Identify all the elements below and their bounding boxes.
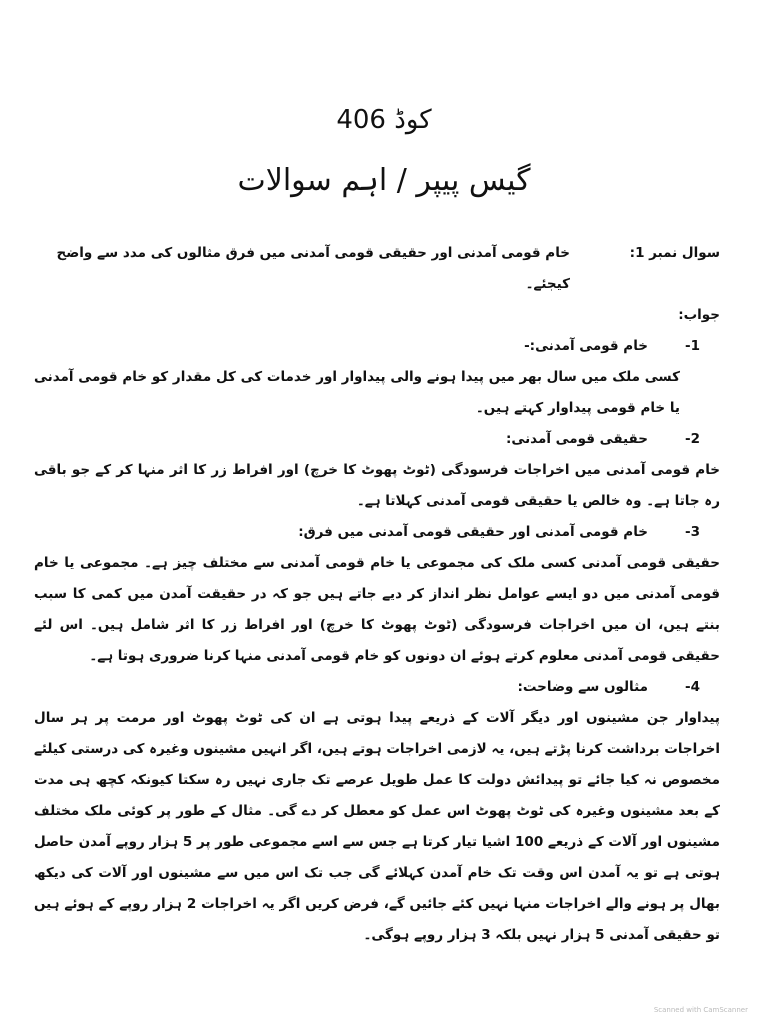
section-paragraph: کسی ملک میں سال بھر میں پیدا ہونے والی پیداوار اور خدمات کی کل مقدار کو خام قومی آمدنی یا خام قومی پیداوار کہتے ہیں۔ bbox=[34, 369, 680, 416]
section-number: -1 bbox=[685, 338, 700, 354]
section-heading-text: خام قومی آمدنی اور حقیقی قومی آمدنی میں فرق: bbox=[298, 524, 648, 540]
section-number: -4 bbox=[685, 679, 700, 695]
section-examples bbox=[34, 672, 720, 951]
section-paragraph: حقیقی قومی آمدنی کسی ملک کی مجموعی یا خام قومی آمدنی سے مختلف چیز ہے۔ مجموعی یا خام قومی آمدنی میں دو ایسے عوامل نظر انداز کر دیے جاتے ہیں جو کہ در حقیقت آمدن میں کمی کا سبب بنتے ہیں، ان میں اخراجات فرسودگی (ٹوٹ پھوٹ کا خرچ) اور افراط زر کا اثر شامل ہیں۔ اس لئے حقیقی قومی آمدنی معلوم کرتے ہوئے ان دونوں کو خام قومی آمدنی منہا کرنا ضروری ہوتا ہے۔ bbox=[34, 555, 720, 664]
section-heading-text: حقیقی قومی آمدنی: bbox=[506, 431, 648, 447]
page-title: گیس پیپر / اہم سوالات bbox=[237, 163, 531, 198]
question-row bbox=[34, 238, 720, 300]
section-real-income bbox=[34, 424, 720, 517]
section-difference bbox=[34, 517, 720, 672]
answer-label: جواب: bbox=[678, 307, 720, 323]
section-number: -3 bbox=[685, 524, 700, 540]
section-paragraph: خام قومی آمدنی میں اخراجات فرسودگی (ٹوٹ پھوٹ کا خرچ) اور افراط زر کا اثر منہا کر کے جو باقی رہ جاتا ہے۔ وہ خالص یا حقیقی قومی آمدنی کہلاتا ہے۔ bbox=[34, 462, 720, 509]
section-heading bbox=[34, 424, 720, 455]
section-gross-income bbox=[34, 331, 720, 424]
code-title: کوڈ 406 bbox=[336, 105, 432, 135]
question-text: خام قومی آمدنی اور حقیقی قومی آمدنی میں فرق مثالوں کی مدد سے واضح کیجئے۔ bbox=[56, 245, 570, 292]
section-heading bbox=[34, 517, 720, 548]
section-heading bbox=[34, 672, 720, 703]
question-label: سوال نمبر 1: bbox=[629, 245, 720, 261]
section-heading bbox=[34, 331, 720, 362]
document-body bbox=[34, 238, 720, 951]
section-heading-text: مثالوں سے وضاحت: bbox=[517, 679, 648, 695]
section-number: -2 bbox=[685, 431, 700, 447]
scanner-watermark: Scanned with CamScanner bbox=[653, 1006, 748, 1014]
section-paragraph: پیداوار جن مشینوں اور دیگر آلات کے ذریعے پیدا ہوتی ہے ان کی ٹوٹ پھوٹ اور مرمت پر ہر سال اخراجات برداشت کرنا پڑتے ہیں، یہ لازمی اخراجات ہوتے ہیں، اگر انہیں مشینوں وغیرہ کی درستی کیلئے مخصوص نہ کیا جائے تو پیدائش دولت کا عمل طویل عرصے تک جاری نہیں رہ سکتا کیونکہ کچھ ہی مدت کے بعد مشینوں وغیرہ کی ٹوٹ پھوٹ اس عمل کو معطل کر دے گی۔ مثال کے طور پر کوئی ملک مختلف مشینوں اور آلات کے ذریعے 100 اشیا تیار کرتا ہے جس سے اسے مجموعی طور پر 5 ہزار روپے آمدن حاصل ہوتی ہے تو یہ آمدن اس وقت تک خام آمدن کہلائے گی جب تک اس میں سے مشینوں اور آلات کی دیکھ بھال پر ہونے والے اخراجات منہا نہیں کئے جائیں گے، فرض کریں اگر یہ اخراجات 2 ہزار روپے کے ہوئے ہیں تو حقیقی آمدنی 5 ہزار نہیں بلکہ 3 ہزار روپے ہوگی۔ bbox=[34, 710, 720, 943]
section-heading-text: خام قومی آمدنی:- bbox=[524, 338, 648, 354]
